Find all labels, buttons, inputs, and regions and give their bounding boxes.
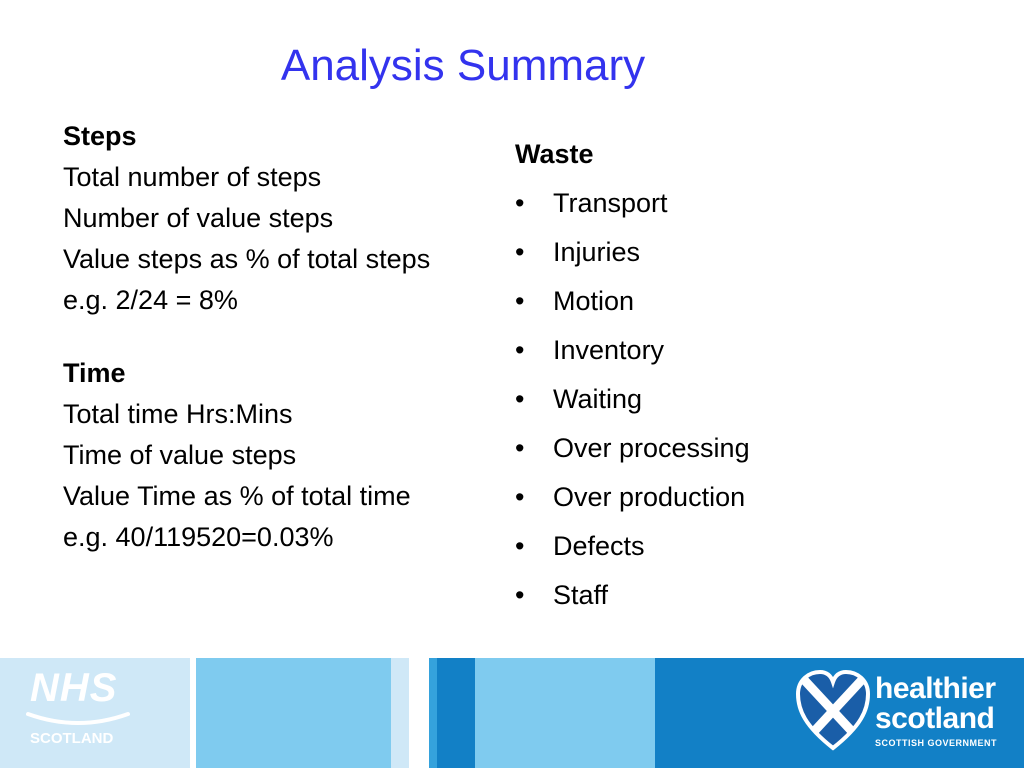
bullet-icon: • [515, 335, 525, 365]
footer-band [475, 658, 655, 768]
nhs-scotland-logo [0, 658, 150, 768]
waste-list-item [515, 334, 935, 366]
section-spacer [63, 325, 463, 357]
time-heading: Time [63, 358, 126, 388]
bullet-icon: • [515, 580, 525, 610]
time-example: e.g. 40/119520=0.03% [63, 522, 334, 552]
logo-line-scotland: scotland [875, 702, 995, 735]
bullet-icon: • [515, 531, 525, 561]
healthier-scotland-logo [795, 668, 1005, 758]
waste-item-label: Over processing [553, 433, 750, 463]
bullet-icon: • [515, 286, 525, 316]
waste-item-label: Over production [553, 482, 746, 512]
bullet-icon: • [515, 433, 525, 463]
waste-heading: Waste [515, 139, 594, 169]
waste-item-label: Injuries [553, 237, 641, 267]
waste-list-item [515, 383, 935, 415]
waste-item-label: Staff [553, 580, 609, 610]
nhs-logo-subtext: SCOTLAND [30, 730, 114, 747]
steps-line: Number of value steps [63, 203, 334, 233]
bullet-icon: • [515, 237, 525, 267]
time-line: Value Time as % of total time [63, 481, 411, 511]
steps-example: e.g. 2/24 = 8% [63, 285, 238, 315]
waste-list-item [515, 481, 935, 513]
footer-banner [0, 658, 1024, 768]
logo-line-healthier: healthier [875, 672, 996, 705]
steps-heading: Steps [63, 121, 137, 151]
waste-list-item [515, 530, 935, 562]
swoosh-icon [26, 710, 130, 730]
waste-item-label: Motion [553, 286, 635, 316]
waste-item-label: Inventory [553, 335, 665, 365]
saltire-heart-icon [795, 668, 871, 754]
steps-line: Value steps as % of total steps [63, 244, 431, 274]
steps-line: Total number of steps [63, 162, 322, 192]
footer-band [429, 658, 437, 768]
waste-column [515, 138, 935, 628]
healthier-scotland-name [875, 674, 996, 734]
bullet-icon: • [515, 188, 525, 218]
footer-band [409, 658, 429, 768]
waste-item-label: Defects [553, 531, 645, 561]
steps-time-column [63, 120, 463, 562]
waste-list-item [515, 285, 935, 317]
waste-list-item [515, 432, 935, 464]
footer-band [196, 658, 391, 768]
bullet-icon: • [515, 384, 525, 414]
nhs-logo-text: NHS [30, 666, 118, 710]
waste-list-item [515, 236, 935, 268]
footer-band [391, 658, 409, 768]
time-line: Total time Hrs:Mins [63, 399, 293, 429]
slide-title: Analysis Summary [280, 41, 646, 90]
waste-list-item [515, 579, 935, 611]
footer-band [437, 658, 475, 768]
waste-list-item [515, 187, 935, 219]
waste-item-label: Waiting [553, 384, 643, 414]
time-line: Time of value steps [63, 440, 297, 470]
waste-item-label: Transport [553, 188, 668, 218]
bullet-icon: • [515, 482, 525, 512]
scottish-government-label: SCOTTISH GOVERNMENT [875, 738, 998, 748]
